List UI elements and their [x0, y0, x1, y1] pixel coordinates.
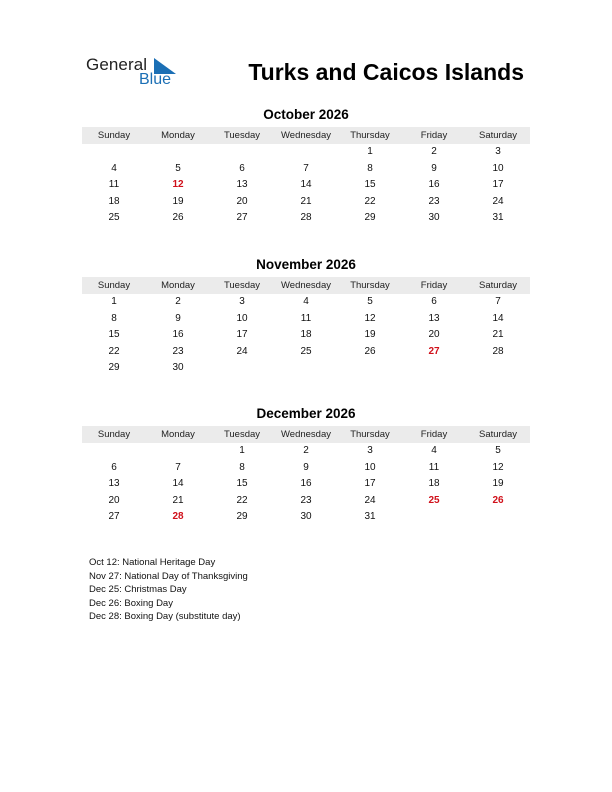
date-cell: 31	[492, 212, 504, 223]
week-row	[82, 161, 530, 178]
weekday-label: Thursday	[350, 130, 390, 141]
date-cell: 17	[364, 478, 376, 489]
weekday-label: Wednesday	[281, 130, 331, 141]
date-cell: 16	[428, 179, 440, 190]
week-row	[82, 443, 530, 460]
weekday-label: Tuesday	[223, 429, 261, 440]
date-cell: 9	[175, 312, 181, 324]
weekday-label: Monday	[161, 429, 195, 440]
date-cell: 15	[364, 179, 376, 190]
date-cell: 1	[239, 445, 245, 456]
week-row	[82, 294, 530, 311]
week-row	[82, 194, 530, 211]
date-cell: 18	[300, 329, 312, 340]
date-cell	[274, 360, 338, 377]
weekday-label: Saturday	[478, 280, 518, 291]
week-row	[82, 360, 530, 377]
weekday-label: Friday	[420, 130, 448, 141]
date-cell: 3	[495, 146, 501, 157]
date-cell: 26	[172, 212, 184, 223]
date-cell: 6	[111, 461, 117, 473]
date-cell: 29	[364, 212, 376, 223]
month-title: December 2026	[256, 406, 356, 421]
weekday-label: Thursday	[350, 280, 390, 291]
date-cell: 25	[108, 212, 120, 223]
date-cell: 7	[175, 461, 181, 473]
date-cell	[466, 509, 530, 526]
weekday-label: Sunday	[97, 280, 131, 291]
date-cell	[402, 360, 466, 377]
date-cell: 19	[172, 195, 184, 207]
weekday-label: Sunday	[97, 429, 131, 440]
date-cell: 23	[172, 345, 184, 357]
date-cell: 2	[303, 445, 309, 456]
date-cell: 20	[428, 329, 440, 340]
weekday-label: Wednesday	[281, 280, 331, 291]
date-cell: 29	[108, 362, 120, 373]
date-cell: 24	[236, 345, 248, 357]
date-cell: 8	[111, 312, 117, 324]
weekday-header-row	[82, 277, 530, 294]
date-cell: 13	[108, 478, 120, 489]
page-title: Turks and Caicos Islands	[248, 59, 524, 85]
date-cell: 18	[108, 195, 120, 207]
date-cell: 11	[300, 312, 312, 324]
date-cell: 9	[431, 162, 437, 174]
holiday-note: Nov 27: National Day of Thanksgiving	[89, 570, 248, 582]
date-cell: 16	[300, 478, 312, 489]
date-cell: 24	[364, 494, 376, 506]
date-cell: 30	[300, 511, 312, 522]
date-cell: 14	[172, 478, 184, 489]
date-cell: 10	[492, 162, 504, 174]
date-cell: 5	[367, 296, 373, 307]
date-cell: 19	[364, 329, 376, 340]
date-cell: 10	[236, 312, 248, 324]
date-cell: 8	[239, 461, 245, 473]
date-cell: 20	[108, 494, 120, 506]
date-cell: 20	[236, 195, 248, 207]
date-cell: 17	[492, 179, 504, 190]
date-cell: 4	[303, 296, 309, 307]
date-cell: 12	[492, 461, 504, 473]
date-cell: 28	[492, 345, 504, 357]
date-cell: 22	[236, 494, 248, 506]
date-cell: 28	[300, 212, 312, 223]
date-cell	[274, 144, 338, 161]
date-cell	[82, 443, 146, 460]
weekday-label: Friday	[420, 280, 448, 291]
weekday-label: Saturday	[478, 130, 518, 141]
date-cell: 4	[111, 162, 117, 174]
week-row	[82, 177, 530, 194]
date-cell: 1	[367, 146, 373, 157]
holiday-note: Dec 26: Boxing Day	[89, 597, 173, 609]
date-cell: 21	[300, 195, 312, 207]
date-cell: 19	[492, 478, 504, 489]
date-cell: 21	[172, 494, 184, 506]
holiday-list	[89, 556, 248, 624]
weekday-label: Thursday	[350, 429, 390, 440]
weekday-label: Wednesday	[281, 429, 331, 440]
date-cell: 5	[175, 162, 181, 174]
date-cell: 23	[428, 195, 440, 207]
date-cell: 24	[492, 195, 504, 207]
holiday-note: Dec 25: Christmas Day	[89, 584, 187, 595]
weekday-label: Tuesday	[223, 280, 261, 291]
date-cell: 9	[303, 461, 309, 473]
date-cell: 31	[364, 511, 376, 522]
holiday-date-cell: 26	[492, 494, 504, 506]
date-cell: 22	[364, 195, 376, 207]
month-calendar	[82, 106, 530, 227]
date-cell: 8	[367, 162, 373, 174]
date-cell: 11	[428, 461, 440, 473]
weekday-label: Monday	[161, 130, 195, 141]
date-cell: 7	[495, 296, 501, 307]
holiday-date-cell: 28	[172, 511, 184, 522]
date-cell: 30	[172, 362, 184, 373]
date-cell	[338, 360, 402, 377]
date-cell: 11	[108, 179, 120, 190]
date-cell	[210, 360, 274, 377]
date-cell: 5	[495, 445, 501, 456]
week-row	[82, 493, 530, 510]
date-cell: 6	[239, 162, 245, 174]
date-cell: 15	[236, 478, 248, 489]
week-row	[82, 509, 530, 526]
date-cell: 27	[108, 511, 120, 522]
date-cell: 4	[431, 445, 437, 456]
holiday-date-cell: 12	[172, 179, 184, 190]
date-cell: 12	[364, 312, 376, 324]
date-cell	[210, 144, 274, 161]
weekday-header-row	[82, 426, 530, 443]
date-cell: 3	[367, 445, 373, 456]
month-title: October 2026	[263, 107, 349, 122]
week-row	[82, 476, 530, 493]
date-cell	[146, 443, 210, 460]
date-cell: 16	[172, 329, 184, 340]
date-cell: 2	[431, 146, 437, 157]
weekday-label: Sunday	[97, 130, 131, 141]
week-row	[82, 311, 530, 328]
month-calendar	[82, 256, 530, 377]
date-cell: 6	[431, 296, 437, 307]
week-row	[82, 327, 530, 344]
date-cell: 26	[364, 345, 376, 357]
date-cell	[146, 144, 210, 161]
date-cell: 27	[236, 212, 248, 223]
holiday-note: Oct 12: National Heritage Day	[89, 557, 216, 568]
weekday-label: Saturday	[478, 429, 518, 440]
date-cell: 30	[428, 212, 440, 223]
weekday-header-row	[82, 127, 530, 144]
week-row	[82, 210, 530, 227]
week-row	[82, 144, 530, 161]
date-cell: 14	[300, 179, 312, 190]
date-cell	[82, 144, 146, 161]
week-row	[82, 460, 530, 477]
date-cell: 10	[364, 461, 376, 473]
date-cell: 25	[300, 345, 312, 357]
weekday-label: Tuesday	[223, 130, 261, 141]
date-cell: 2	[175, 296, 181, 307]
holiday-date-cell: 27	[428, 345, 440, 357]
week-row	[82, 344, 530, 361]
weekday-label: Friday	[420, 429, 448, 440]
date-cell: 3	[239, 296, 245, 307]
month-calendar	[82, 405, 530, 526]
logo-text-blue: Blue	[139, 71, 172, 88]
date-cell: 23	[300, 494, 312, 506]
date-cell: 22	[108, 345, 120, 357]
date-cell: 13	[428, 312, 440, 324]
date-cell	[466, 360, 530, 377]
date-cell: 17	[236, 329, 248, 340]
weekday-label: Monday	[161, 280, 195, 291]
generalblue-logo	[86, 55, 196, 93]
logo-text-general: General	[86, 55, 148, 74]
date-cell: 14	[492, 312, 504, 324]
date-cell: 13	[236, 179, 248, 190]
date-cell: 18	[428, 478, 440, 489]
date-cell: 15	[108, 329, 120, 340]
date-cell: 7	[303, 162, 309, 174]
month-title: November 2026	[256, 257, 356, 272]
date-cell: 29	[236, 511, 248, 522]
holiday-note: Dec 28: Boxing Day (substitute day)	[89, 611, 241, 622]
holiday-date-cell: 25	[428, 494, 440, 506]
date-cell: 1	[111, 296, 117, 307]
date-cell	[402, 509, 466, 526]
date-cell: 21	[492, 329, 504, 340]
